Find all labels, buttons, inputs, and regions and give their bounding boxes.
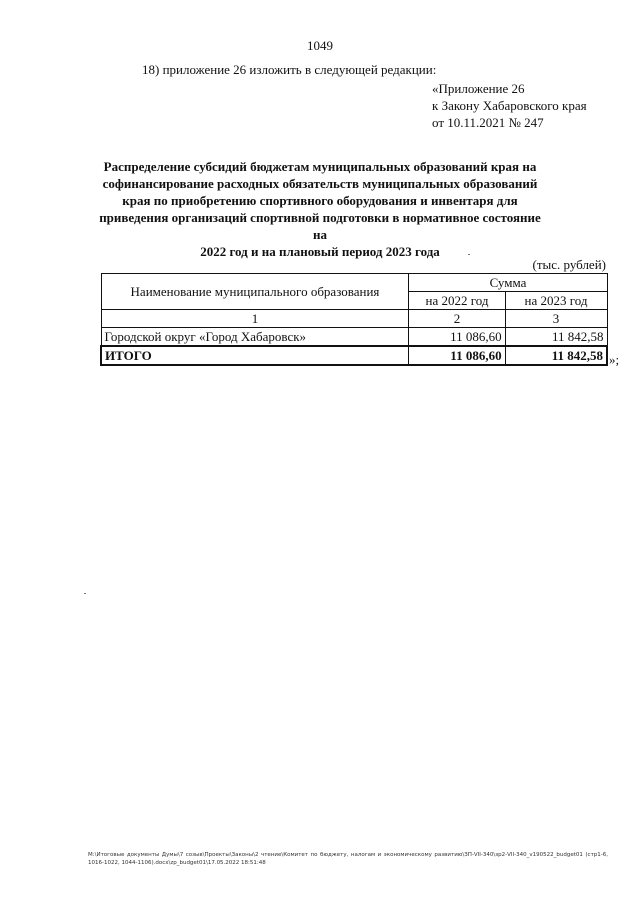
- intro-text: 18) приложение 26 изложить в следующей редакции:: [142, 62, 437, 77]
- file-path-footer: M:\Итоговые документы Думы\7 созыв\Проекты\Законы\2 чтение\Комитет по бюджету, налогам и экономическому развитию\ЗП-VII-340\зр2-VII-340_v190522_budget01 (стр1-6, 1016-1022, 1044-1106).docx\zp_budget01\17.05.2022 18:51:48: [88, 852, 608, 866]
- subsidies-table: [100, 273, 608, 366]
- column-number-3: 3: [505, 310, 607, 328]
- title-line-5: 2022 год и на плановый период 2023 года: [200, 244, 440, 259]
- header-2022-cell: на 2022 год: [409, 292, 505, 310]
- document-title: [98, 158, 542, 260]
- column-number-1: 1: [101, 310, 409, 328]
- appendix-reference: [432, 80, 587, 131]
- appendix-line-3: от 10.11.2021 № 247: [432, 115, 544, 130]
- table-total-row: [101, 346, 607, 365]
- scan-speck: [468, 254, 470, 255]
- appendix-line-2: к Закону Хабаровского края: [432, 98, 587, 113]
- header-name-cell: Наименование муниципального образования: [101, 274, 409, 310]
- title-line-4: приведения организаций спортивной подготовки в нормативное состояние на: [99, 210, 541, 242]
- header-2023-cell: на 2023 год: [505, 292, 607, 310]
- title-line-2: софинансирование расходных обязательств муниципальных образований: [102, 176, 538, 191]
- total-2023-cell: 11 842,58: [505, 346, 607, 365]
- column-number-2: 2: [409, 310, 505, 328]
- table-row: [101, 328, 607, 347]
- title-line-1: Распределение субсидий бюджетам муниципальных образований края на: [103, 159, 537, 174]
- row-name-cell: Городской округ «Город Хабаровск»: [101, 328, 409, 347]
- appendix-line-1: «Приложение 26: [432, 81, 525, 96]
- units-label: (тыс. рублей): [532, 257, 606, 272]
- total-name-cell: ИТОГО: [101, 346, 409, 365]
- page-number: 1049: [307, 38, 333, 53]
- title-line-3: края по приобретению спортивного оборудования и инвентаря для: [122, 193, 518, 208]
- header-sum-cell: Сумма: [409, 274, 607, 292]
- row-2023-cell: 11 842,58: [505, 328, 607, 347]
- table-header-row: [101, 274, 607, 292]
- total-2022-cell: 11 086,60: [409, 346, 505, 365]
- closing-quote: »;: [609, 352, 620, 367]
- row-2022-cell: 11 086,60: [409, 328, 505, 347]
- scan-speck: [84, 593, 86, 594]
- table-column-numbers-row: [101, 310, 607, 328]
